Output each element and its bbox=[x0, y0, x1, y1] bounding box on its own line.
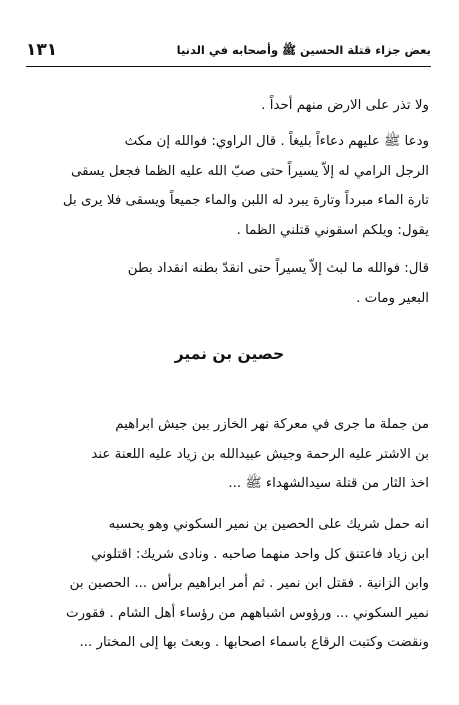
paragraph bbox=[30, 127, 429, 245]
text-line: تارة الماء مبرداً وتارة يبرد له اللبن والماء جميعاً ويسقى فلا يرى بل bbox=[62, 193, 429, 208]
text-line: يقول: ويلكم اسقوني قتلني الظما . bbox=[236, 222, 429, 238]
text-line: البعير ومات . bbox=[356, 290, 429, 306]
text-line: انه حمل شريك على الحصين بن نمير السكوني وهو يحسبه bbox=[108, 517, 429, 532]
text-line: اخذ الثار من قتلة سيدالشهداء ﷺ ... bbox=[228, 476, 429, 491]
page-number: ١٣١ bbox=[26, 40, 58, 60]
text-line: وابن الزانية . فقتل ابن نمير . ثم أمر ابراهيم برأس ... الحصين بن bbox=[69, 576, 429, 591]
paragraph bbox=[30, 254, 429, 313]
paragraph bbox=[30, 410, 429, 499]
page-header bbox=[26, 40, 431, 64]
paragraph bbox=[30, 510, 429, 658]
text-line: ولا تذر على الارض منهم أحداً . bbox=[261, 98, 429, 113]
header-divider bbox=[26, 66, 431, 67]
text-line: ودعا ﷺ عليهم دعاءاً بليغاً . قال الراوي: فوالله إن مكث bbox=[124, 134, 429, 149]
text-line: من جملة ما جرى في معركة نهر الخازر بين جيش ابراهيم bbox=[115, 417, 429, 432]
text-line: قال: فوالله ما لبث إلاّ يسيراً حتى انقدّ بطنه انقداد بطن bbox=[127, 261, 429, 276]
text-line: ونقضت وكتبت الرقاع باسماء اصحابها . وبعث بها إلى المختار ... bbox=[79, 635, 429, 650]
text-line: نمير السكوني ... ورؤوس اشباههم من رؤساء أهل الشام . فقورت bbox=[66, 605, 429, 621]
section-heading: حصين بن نمير bbox=[174, 345, 285, 363]
paragraph bbox=[30, 91, 429, 121]
text-line: ابن زياد فاعتنق كل واحد منهما صاحبه . ونادى شريك: اقتلوني bbox=[91, 546, 429, 562]
running-title: بعض جزاء قتلة الحسين ﷺ وأصحابه في الدنيا bbox=[176, 43, 431, 57]
text-line: بن الاشتر عليه الرحمة وجيش عبيدالله بن زياد عليه اللعنة عند bbox=[91, 446, 429, 462]
text-line: الرجل الرامي له إلاّ يسيراً حتى صبّ الله عليه الظما فجعل يسقى bbox=[70, 163, 429, 179]
